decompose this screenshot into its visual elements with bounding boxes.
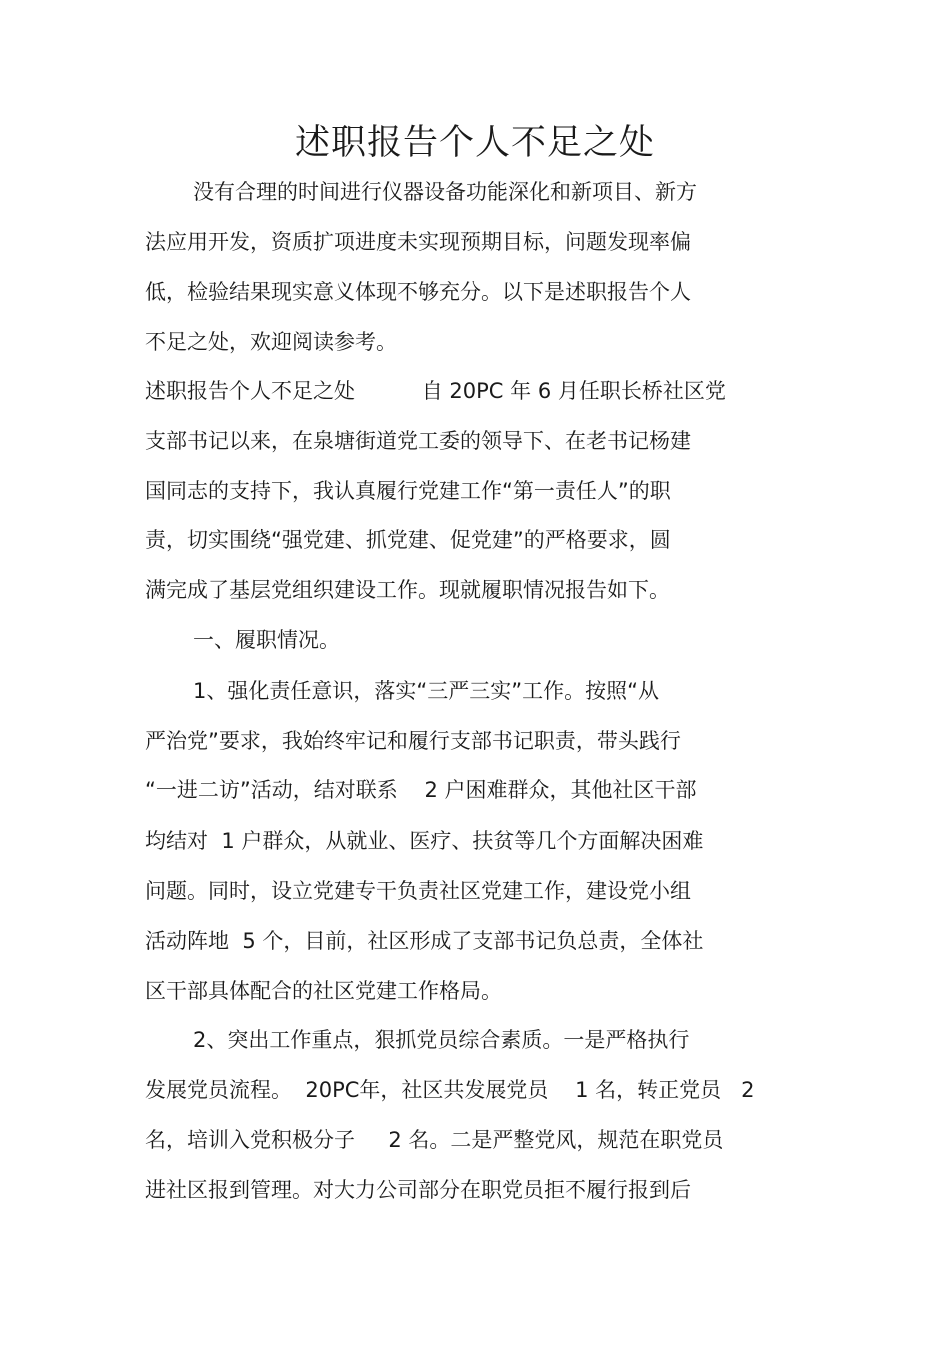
paragraph-line: 责，切实围绕“强党建、抓党建、促党建”的严格要求，圆 xyxy=(145,528,671,552)
paragraph-line: 区干部具体配合的社区党建工作格局。 xyxy=(145,979,502,1003)
paragraph-line: 低，检验结果现实意义体现不够充分。以下是述职报告个人 xyxy=(145,280,691,304)
paragraph-line: 没有合理的时间进行仪器设备功能深化和新项目、新方 xyxy=(193,180,697,204)
paragraph-line: 问题。同时，设立党建专干负责社区党建工作，建设党小组 xyxy=(145,879,691,903)
paragraph-line: 均结对 1 户群众，从就业、医疗、扶贫等几个方面解决困难 xyxy=(145,829,704,853)
paragraph-line: 2、突出工作重点，狠抓党员综合素质。一是严格执行 xyxy=(193,1028,690,1052)
paragraph-line: 不足之处，欢迎阅读参考。 xyxy=(145,330,397,354)
paragraph-line: 法应用开发，资质扩项进度未实现预期目标，问题发现率偏 xyxy=(145,230,691,254)
paragraph-line: 名，培训入党积极分子 2 名。二是严整党风，规范在职党员 xyxy=(145,1128,724,1152)
paragraph-line: 进社区报到管理。对大力公司部分在职党员拒不履行报到后 xyxy=(145,1178,691,1202)
paragraph-line: “一进二访”活动，结对联系 2 户困难群众，其他社区干部 xyxy=(145,778,697,802)
paragraph-line: 严治党”要求，我始终牢记和履行支部书记职责，带头践行 xyxy=(145,729,681,753)
paragraph-line: 活动阵地 5 个，目前，社区形成了支部书记负总责，全体社 xyxy=(145,929,704,953)
paragraph-line: 支部书记以来，在泉塘街道党工委的领导下、在老书记杨建 xyxy=(145,429,691,453)
paragraph-line: 国同志的支持下，我认真履行党建工作“第一责任人”的职 xyxy=(145,479,671,503)
paragraph-line: 发展党员流程。 20PC年，社区共发展党员 1 名，转正党员 2 xyxy=(145,1078,755,1102)
paragraph-line: 满完成了基层党组织建设工作。现就履职情况报告如下。 xyxy=(145,578,670,602)
paragraph-line: 1、强化责任意识，落实“三严三实”工作。按照“从 xyxy=(193,679,659,703)
paragraph-line: 述职报告个人不足之处 自 20PC 年 6 月任职长桥社区党 xyxy=(145,379,726,403)
section-heading: 一、履职情况。 xyxy=(193,628,340,652)
document-title: 述职报告个人不足之处 xyxy=(294,123,655,163)
